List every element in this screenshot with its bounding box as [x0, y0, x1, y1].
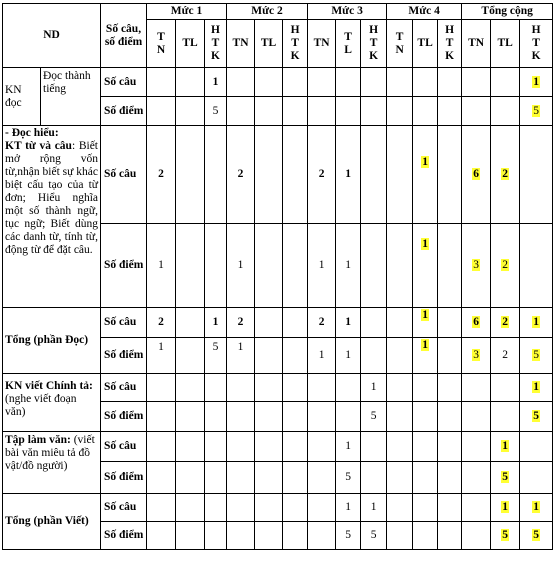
cell-r1-m1-htk: 1 [205, 68, 227, 97]
cell-r4-m2-tn: 1 [227, 224, 255, 308]
cell-r3-m3-tl: 1 [336, 126, 361, 224]
section-doc-hieu [3, 126, 101, 308]
cell-r8-m3-htk: 5 [361, 402, 387, 432]
cell-r6-total-tn: 3 [473, 349, 479, 361]
unit-so-cau: Số câu [101, 374, 147, 402]
header-tong-cong: Tổng cộng [462, 4, 553, 20]
cell-r3-total-tl: 2 [502, 168, 508, 180]
cell-r6-m2-tn: 1 [227, 338, 255, 374]
cell-r5-m2-tn: 2 [227, 308, 255, 338]
cell-r5-total-htk: 1 [533, 316, 539, 328]
header-muc-4: Mức 4 [387, 4, 462, 20]
sub-m3-tl: T L [336, 20, 361, 68]
unit-so-diem: Số điểm [101, 402, 147, 432]
cell-r5-total-tn: 6 [473, 316, 479, 328]
sub-m1-htk: H T K [205, 20, 227, 68]
cell-r3-m2-tn: 2 [227, 126, 255, 224]
cell-r5-total-tl: 2 [502, 316, 508, 328]
cell-r5-m4-tl: 1 [422, 309, 428, 321]
header-muc-2: Mức 2 [227, 4, 308, 20]
unit-so-diem: Số điểm [101, 462, 147, 494]
section-kn-doc: KN đọc [3, 68, 41, 126]
cell-r12-total-htk: 5 [533, 529, 539, 541]
sub-m3-tn: TN [308, 20, 336, 68]
cell-r4-total-tn: 3 [473, 259, 479, 271]
cell-r5-m3-tn: 2 [308, 308, 336, 338]
section-tong-viet: Tổng (phần Viết) [3, 494, 101, 550]
header-nd: ND [3, 4, 101, 68]
cell-r4-m1-tn: 1 [147, 224, 176, 308]
cell-r9-m3-tl: 1 [336, 432, 361, 462]
assessment-matrix-table [2, 3, 553, 550]
unit-so-diem: Số điểm [101, 97, 147, 126]
section-kn-viet [3, 374, 101, 432]
cell-r5-m1-htk: 1 [205, 308, 227, 338]
doc-hieu-subtitle: KT từ và câu [5, 140, 72, 152]
unit-so-cau: Số câu [101, 126, 147, 224]
cell-r3-m4-tl: 1 [422, 156, 428, 168]
unit-so-cau: Số câu [101, 432, 147, 462]
kn-viet-note: (nghe viết đoạn văn) [5, 393, 77, 418]
header-muc-1: Mức 1 [147, 4, 227, 20]
cell-r6-m4-tl: 1 [422, 339, 428, 351]
unit-so-diem: Số điểm [101, 224, 147, 308]
cell-r6-m1-tn: 1 [147, 338, 176, 374]
doc-hieu-body: : Biết mở rộng vốn từ,nhận biết sự khác biệt cấu tạo của từ đơn; Hiểu nghĩa một số thành ngữ, tục ngữ; Biết dùng các danh từ, tính từ, động từ để đặt câu. [5, 140, 98, 256]
tap-lam-van-note: (viết bài văn miêu tả đồ vật/đồ người) [5, 434, 95, 472]
sub-m2-tl: TL [255, 20, 283, 68]
tap-lam-van-title: Tập làm văn: [5, 434, 71, 446]
cell-r10-total-tl: 5 [502, 471, 508, 483]
unit-so-cau: Số câu [101, 308, 147, 338]
sub-total-tl: TL [491, 20, 520, 68]
sub-m3-htk: H T K [361, 20, 387, 68]
header-muc-3: Mức 3 [308, 4, 387, 20]
cell-r6-total-htk: 5 [533, 349, 539, 361]
sub-total-tn: TN [462, 20, 491, 68]
cell-r11-total-htk: 1 [533, 501, 539, 513]
cell-r1-total-htk: 1 [533, 75, 539, 88]
sub-m2-htk: H T K [283, 20, 308, 68]
cell-r12-m3-tl: 5 [336, 522, 361, 550]
unit-so-cau: Số câu [101, 68, 147, 97]
cell-r2-total-htk: 5 [533, 104, 539, 117]
sub-total-htk: H T K [520, 20, 553, 68]
cell-r11-total-tl: 1 [502, 501, 508, 513]
cell-r2-m1-htk: 5 [205, 97, 227, 126]
section-doc-thanh-tieng: Đọc thành tiếng [41, 68, 101, 126]
cell-r6-total-tl: 2 [491, 338, 520, 374]
sub-m4-htk: H T K [438, 20, 462, 68]
cell-r12-m3-htk: 5 [361, 522, 387, 550]
cell-r11-m3-htk: 1 [361, 494, 387, 522]
doc-hieu-title: - Đọc hiểu: [5, 127, 59, 139]
sub-m4-tn: T N [387, 20, 413, 68]
cell-r4-total-tl: 2 [502, 259, 508, 271]
cell-r3-m1-tn: 2 [147, 126, 176, 224]
sub-m1-tl: TL [176, 20, 205, 68]
sub-m2-tn: TN [227, 20, 255, 68]
cell-r11-m3-tl: 1 [336, 494, 361, 522]
cell-r4-m3-tn: 1 [308, 224, 336, 308]
cell-r7-total-htk: 1 [533, 381, 539, 393]
cell-r12-total-tl: 5 [502, 529, 508, 541]
cell-r6-m3-tl: 1 [336, 338, 361, 374]
cell-r3-m3-tn: 2 [308, 126, 336, 224]
cell-r3-total-tn: 6 [473, 168, 479, 180]
cell-r4-m4-tl: 1 [422, 238, 428, 250]
cell-r8-total-htk: 5 [533, 410, 539, 422]
kn-viet-title: KN viết Chính tả: [5, 380, 93, 392]
cell-r5-m1-tn: 2 [147, 308, 176, 338]
sub-m4-tl: TL [413, 20, 438, 68]
unit-so-diem: Số điểm [101, 522, 147, 550]
unit-so-diem: Số điểm [101, 338, 147, 374]
header-so-cau-so-diem: Số câu, số điểm [101, 4, 147, 68]
cell-r7-m3-htk: 1 [361, 374, 387, 402]
section-tong-doc: Tổng (phần Đọc) [3, 308, 101, 374]
cell-r10-m3-tl: 5 [336, 462, 361, 494]
unit-so-cau: Số câu [101, 494, 147, 522]
cell-r5-m3-tl: 1 [336, 308, 361, 338]
cell-r6-m1-htk: 5 [205, 338, 227, 374]
sub-m1-tn: T N [147, 20, 176, 68]
cell-r4-m3-tl: 1 [336, 224, 361, 308]
section-tap-lam-van [3, 432, 101, 494]
cell-r9-total-tl: 1 [502, 440, 508, 452]
cell-r6-m3-tn: 1 [308, 338, 336, 374]
